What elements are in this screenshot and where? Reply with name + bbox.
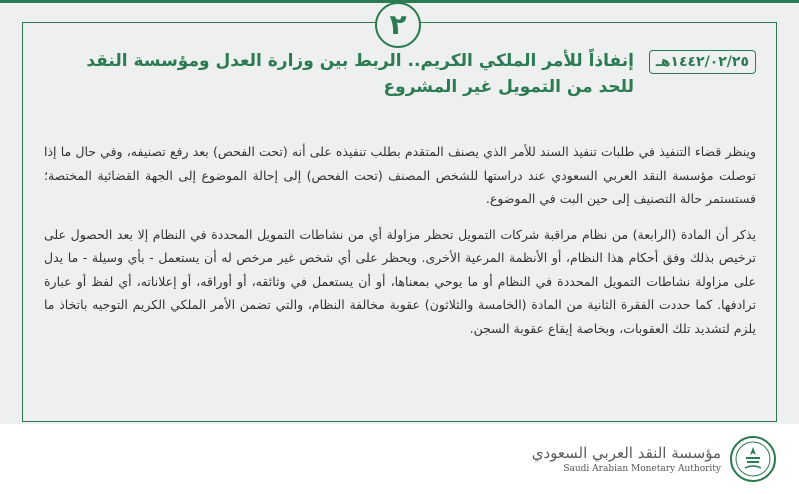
logo-arabic-name: مؤسسة النقد العربي السعودي <box>531 444 721 462</box>
footer <box>0 424 799 494</box>
page-title: إنفاذاً للأمر الملكي الكريم.. الربط بين وزارة العدل ومؤسسة النقد للحد من التمويل غير المشروع <box>86 51 634 97</box>
paragraph: يذكر أن المادة (الرابعة) من نظام مراقبة شركات التمويل تحظر مزاولة أي من نشاطات التمويل المحددة في النظام إلا بعد الحصول على ترخيص بذلك وفق أحكام هذا النظام، أو الأنظمة المرعية الأخرى. ويحظر على أي شخص غير مرخص له أن يستعمل - بأي وسيلة - ما يدل على مزاولة نشاطات التمويل المحددة في النظام أو ما يوحي بمعناها، أو أن يستعمل في وثائقه، أو أوراقه، أو إعلاناته، أي لفظ أو عبارة ترادفها. كما حددت الفقرة الثانية من المادة (الخامسة والثلاثون) عقوبة مخالفة النظام، والتي تضمن الأمر الملكي الكريم التوجيه باتخاذ ما يلزم لتشديد تلك العقوبات، وبخاصة إيقاع عقوبة السجن. <box>44 226 756 336</box>
logo-english-name: Saudi Arabian Monetary Authority <box>563 464 721 474</box>
date-badge: ١٤٤٢/٠٢/٢٥هـ <box>649 50 756 74</box>
logo-text <box>532 444 721 474</box>
sama-seal-icon <box>729 435 777 483</box>
header <box>44 50 756 110</box>
page-number-badge: ٢ <box>375 2 421 48</box>
article-body <box>44 140 756 352</box>
paragraph: وينظر قضاء التنفيذ في طلبات تنفيذ السند للأمر الذي يصنف المتقدم بطلب تنفيذه على أنه (تحت الفحص) بعد رفع تصنيفه، وفي حال ما إذا توصلت مؤسسة النقد العربي السعودي عند دراستها للشخص المصنف (تحت الفحص) إلى إحالة الموضوع إلى الجهة القضائية المختصة؛ فستستمر حالة التصنيف إلى حين البت في الموضوع. <box>44 144 756 206</box>
sama-logo <box>517 432 777 486</box>
